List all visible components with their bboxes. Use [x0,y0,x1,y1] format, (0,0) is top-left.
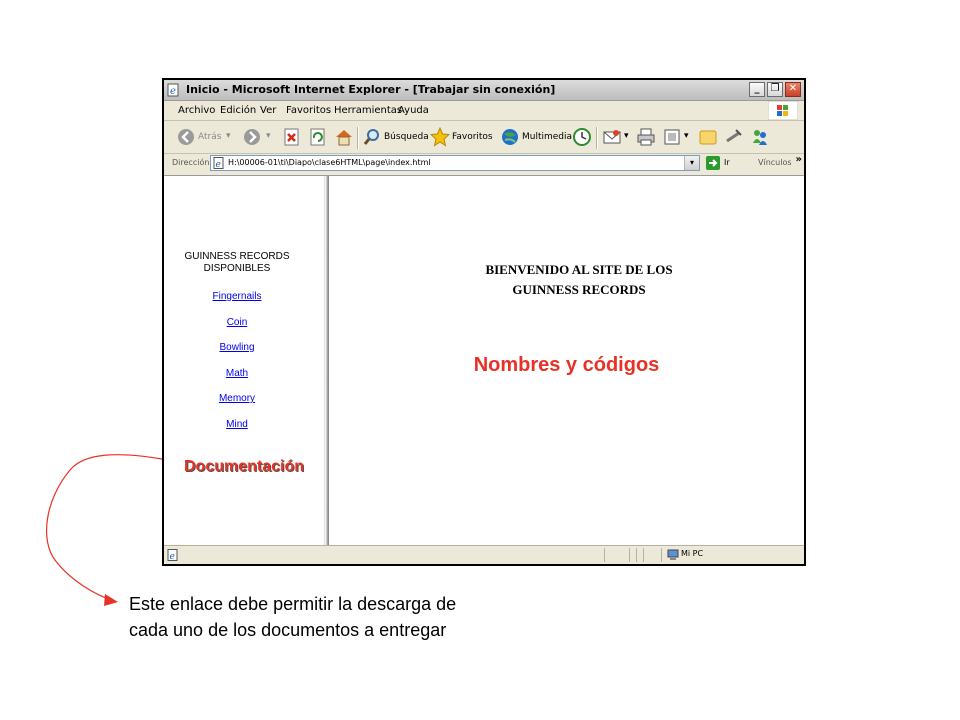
close-button[interactable]: ✕ [785,82,801,97]
folder-button[interactable] [698,127,718,147]
title-bar[interactable] [164,80,804,101]
address-bar [164,154,804,174]
toolbar-separator [596,127,598,149]
go-label[interactable]: Ir [724,158,730,167]
menu-archivo[interactable]: Archivo [178,105,216,116]
svg-text:e: e [170,86,176,97]
favorites-label: Favoritos [452,132,493,142]
link-coin[interactable]: Coin [226,317,248,328]
messenger-button[interactable] [750,127,770,147]
stop-button[interactable] [282,127,302,147]
home-icon [334,127,354,147]
my-computer-icon [667,549,679,561]
browser-window [162,78,806,566]
link-documentacion[interactable]: Documentación [183,458,304,475]
minimize-button[interactable]: _ [749,82,765,97]
names-and-codes-heading: Nombres y códigos [473,354,660,376]
menu-edicion[interactable]: Edición [220,105,257,116]
right-frame [329,176,804,546]
link-mind[interactable]: Mind [226,419,248,430]
favorites-star-icon [430,127,450,147]
records-heading [164,251,310,275]
welcome-heading [419,260,739,300]
windows-flag-icon [768,101,798,120]
window-title: Inicio - Microsoft Internet Explorer - [Trabajar sin conexión] [186,83,556,96]
records-heading-line2: DISPONIBLES [203,263,271,274]
address-input[interactable] [210,155,700,171]
media-button[interactable] [500,127,573,147]
edit-icon [662,127,682,147]
link-memory[interactable]: Memory [218,393,256,404]
edit-button[interactable] [662,127,692,147]
status-divider [636,548,637,562]
search-label: Búsqueda [384,132,429,142]
menu-ayuda[interactable]: Ayuda [398,105,429,116]
status-divider [629,548,630,562]
print-button[interactable] [636,127,656,147]
tools-icon [724,127,744,147]
messenger-icon [750,127,770,147]
mail-icon [602,127,622,147]
svg-text:e: e [169,552,175,561]
address-url: H:\00006-01\ti\Diapo\clase6HTML\page\index.html [228,158,431,167]
welcome-line2: GUINNESS RECORDS [512,282,646,297]
back-button[interactable] [176,127,234,147]
back-dropdown-icon: ▾ [226,131,231,141]
left-frame [164,176,324,546]
links-more-button[interactable]: » [795,154,802,165]
records-heading-line1: GUINNESS RECORDS [184,251,290,262]
menu-herramientas[interactable]: Herramientas [334,105,403,116]
go-arrow-icon [706,156,720,170]
edit-dropdown-icon: ▾ [684,131,689,141]
forward-button[interactable] [242,127,278,147]
back-icon [176,127,196,147]
menu-favoritos[interactable]: Favoritos [286,105,332,116]
svg-text:e: e [215,160,221,169]
page-content [164,175,804,546]
media-label: Multimedia [522,132,573,142]
annotation-text: Este enlace debe permitir la descarga de cada uno de los documentos a entregar [129,594,457,640]
media-icon [500,127,520,147]
print-icon [636,127,656,147]
links-label[interactable]: Vínculos [758,158,792,167]
search-icon [362,127,382,147]
status-divider [661,548,662,562]
welcome-line1: BIENVENIDO AL SITE DE LOS [485,262,673,277]
status-bar [164,545,804,564]
mail-button[interactable] [602,127,632,147]
folder-icon [698,127,718,147]
link-bowling[interactable]: Bowling [219,342,255,353]
refresh-button[interactable] [308,127,328,147]
link-fingernails[interactable]: Fingernails [212,291,262,302]
home-button[interactable] [334,127,354,147]
go-button[interactable] [706,156,720,170]
ie-page-icon [167,549,179,561]
address-label: Dirección [172,158,210,167]
maximize-button[interactable]: ❐ [767,82,783,97]
status-divider [643,548,644,562]
favorites-button[interactable] [430,127,494,147]
stop-icon [282,127,302,147]
browser-frame [164,80,804,564]
history-button[interactable] [572,127,592,147]
security-zone-label: Mi PC [681,549,704,558]
status-divider [604,548,605,562]
menu-bar [164,101,804,121]
forward-dropdown-icon: ▾ [266,131,271,141]
refresh-icon [308,127,328,147]
link-math[interactable]: Math [225,368,249,379]
search-button[interactable] [362,127,429,147]
address-dropdown-button[interactable]: ▾ [684,156,699,170]
toolbar-separator [357,127,359,149]
toolbar [164,121,804,154]
tools-button[interactable] [724,127,744,147]
menu-ver[interactable]: Ver [260,105,277,116]
mail-dropdown-icon: ▾ [624,131,629,141]
ie-page-icon [167,83,181,97]
back-label: Atrás [198,132,222,142]
history-icon [572,127,592,147]
ie-page-icon [213,157,225,169]
forward-icon [242,127,262,147]
